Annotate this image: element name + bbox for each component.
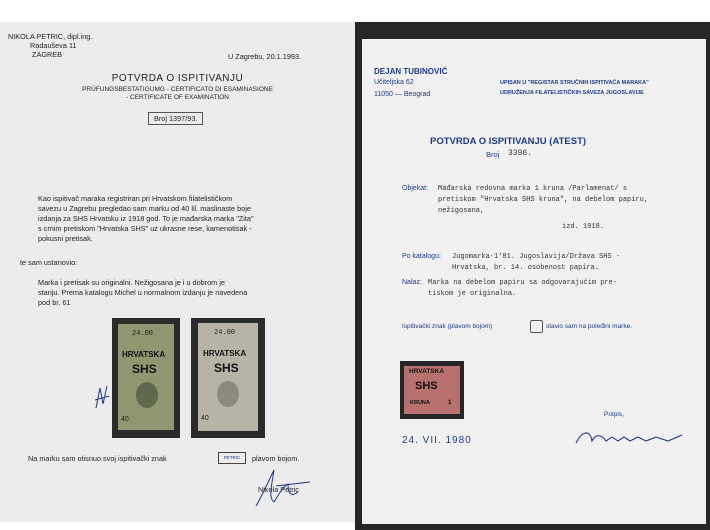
object-label: Objekat:: [402, 185, 429, 192]
subtitle-2: - CERTIFICATE OF EXAMINATION: [126, 94, 229, 101]
para2-line2: stanju. Prema katalogu Michel u normalnom izdanju je navedena: [38, 288, 248, 297]
para1-line4: s crnim pretiskom "Hrvatska SHS" uz ukrasne rese, kamenotisak -: [38, 224, 252, 233]
stamp-1-top-value: 24.00: [132, 330, 154, 338]
sender-city: ZAGREB: [32, 50, 63, 59]
para1-line5: pokusni pretisak.: [38, 234, 93, 243]
stamp-1-shs: SHS: [132, 362, 157, 376]
address-line2: 11050 — Beograd: [374, 91, 431, 98]
registry-line2: UDRUŽENJA FILATELISTIČKIH SAVEZA JUGOSLAVIJE: [500, 90, 644, 96]
stamp-1-portrait: [136, 382, 158, 408]
stamp-2-value: 40: [201, 415, 209, 422]
para2-line1: Marka i pretisak su originalni. Nežigosana je i u dobrom je: [38, 278, 225, 287]
stamp-card-2: [191, 318, 265, 438]
stamp-2-top-value: 24.00: [214, 329, 236, 337]
stamp-3-value: KRUNA: [410, 400, 430, 406]
sender-street: Radauševa 11: [30, 41, 77, 50]
finding-line2: tiskom je originalna.: [428, 290, 517, 298]
stamp-1-value: 40: [121, 416, 129, 423]
object-line3: nežigosana,: [438, 207, 485, 215]
examination-date: 24. VII. 1980: [402, 435, 472, 446]
initials-signature: [92, 382, 112, 412]
stamp-1-overprint: HRVATSKA: [122, 350, 166, 359]
place-date: U Zagrebu, 20.1.1993.: [228, 52, 302, 61]
stamp-3-number: 1: [448, 400, 452, 406]
object-line2: pretiskom "Hrvatska SHS kruna", na debelom papiru,: [438, 196, 649, 204]
catalog-line1: Jugomarka-1'81. Jugoslavija/Država SHS -: [452, 253, 621, 261]
examination-mark: [530, 320, 543, 333]
finding-line1: Marka na debelom papiru sa odgovarajućim pre-: [428, 279, 618, 287]
stamp-1: [118, 324, 174, 430]
right-certificate: [362, 39, 706, 524]
stamp-3-shs: SHS: [415, 380, 438, 392]
signature: [250, 462, 320, 512]
stamp-2: [198, 323, 258, 431]
mark-text-after: plavom bojom.: [252, 454, 300, 463]
mark-text: Ispitivački znak (plavom bojom): [402, 323, 493, 330]
certificate-number: Broj 1397/93.: [148, 112, 203, 125]
examination-mark-box: PETRIC: [218, 452, 246, 464]
address-line1: Učiteljska 62: [374, 79, 414, 86]
stamp-card-1: [112, 318, 180, 438]
catalog-label: Po katalogu:: [402, 253, 441, 260]
sender-name: NIKOLA PETRIC, dipl.ing.: [8, 32, 93, 41]
object-line1: Mađarska redovna marka 1 kruna /Parlamenat/ s: [438, 185, 628, 193]
stamp-card-3: [400, 361, 464, 419]
stamp-2-shs: SHS: [214, 361, 239, 375]
registry-line1: UPISAN U "REGISTAR STRUČNIH ISPITIVAČA MARAKA": [500, 80, 649, 86]
para1-line3: izdanja za SHS Hrvatsku iz 1918 god. To je mađarska marka "Zita": [38, 214, 254, 223]
found-label: te sam ustanovio:: [20, 258, 78, 267]
left-certificate: [0, 22, 355, 522]
stamp-3-overprint: HRVATSKA: [409, 368, 445, 375]
number-label: Broj: [486, 150, 500, 159]
subtitle-1: PRÜFUNGSBESTATIGUMG - CERTIFICATO DI ESAMINASIONE: [82, 86, 273, 93]
mark-after: stavio sam na poleđini marke.: [546, 323, 632, 330]
catalog-line2: Hrvatska, br. 14. osobenost papira.: [452, 264, 600, 272]
number-value: 3396.: [508, 149, 533, 158]
stamp-2-portrait: [217, 381, 239, 407]
atest-title: POTVRDA O ISPITIVANJU (ATEST): [430, 136, 587, 147]
para1-line1: Kao ispitivač maraka registriran pri Hrvatskom filatelističkom: [38, 194, 233, 203]
para1-line2: savezu u Zagrebu pregledao sam marku od 40 lil. maslinaste boje: [38, 204, 251, 213]
mark-text: Na marku sam otisnuo svoj ispitivački znak: [28, 454, 167, 463]
signature: [572, 423, 692, 453]
signer-name: Nikola Petric: [258, 485, 299, 494]
para2-line3: pod br. 61: [38, 298, 71, 307]
stamp-2-overprint: HRVATSKA: [203, 349, 247, 358]
finding-label: Nalaz:: [402, 279, 422, 286]
stamp-3: [404, 366, 460, 414]
issue-year: izd. 1918.: [562, 223, 605, 231]
examiner-name: DEJAN TUBINOVIĆ: [374, 67, 448, 76]
certificate-title: POTVRDA O ISPITIVANJU: [111, 73, 244, 84]
signature-label: Potpis,: [604, 411, 624, 418]
